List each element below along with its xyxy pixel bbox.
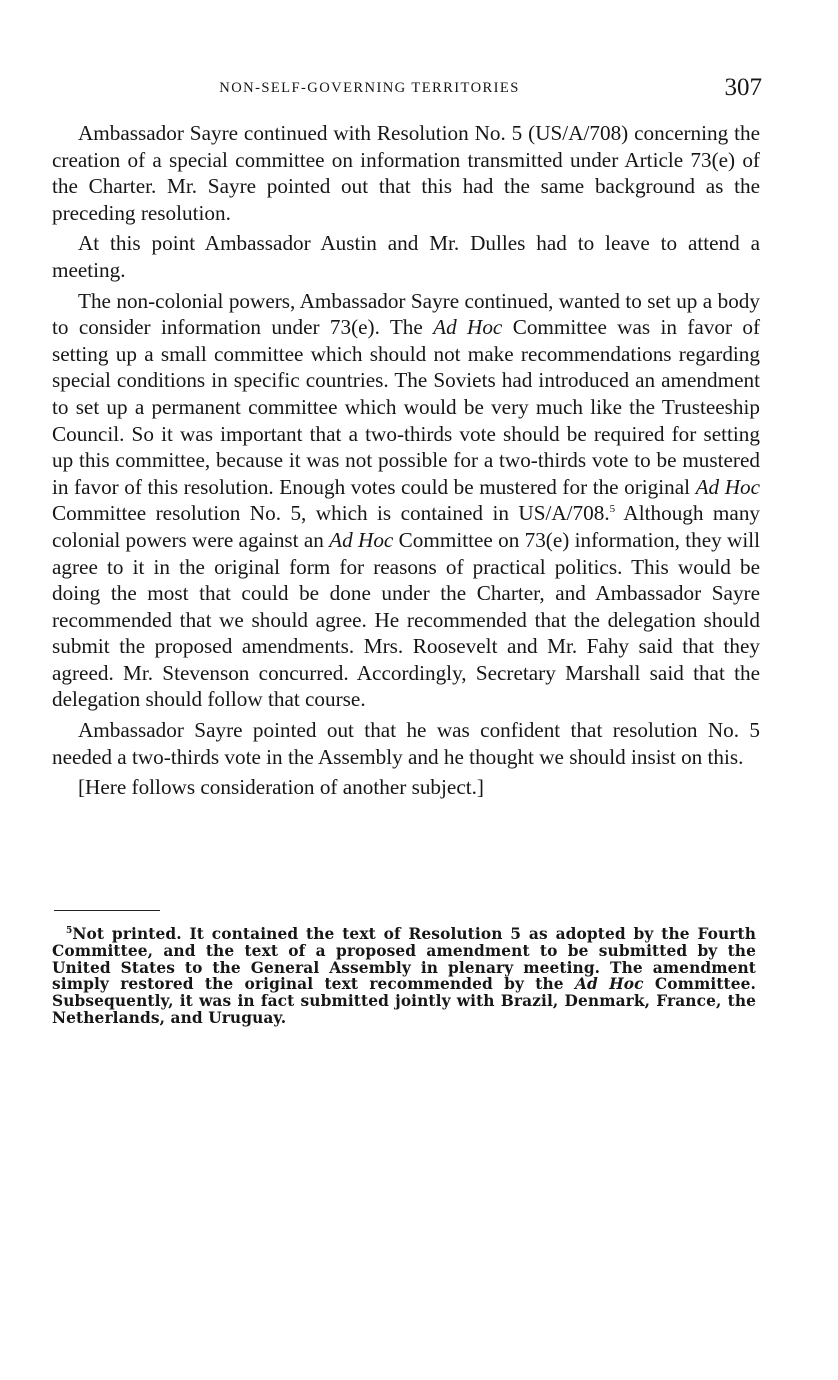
footnote-marker: 5 xyxy=(66,926,73,936)
paragraph-4: Ambassador Sayre pointed out that he was confident that resolution No. 5 needed a two-thirds vote in the Assembly and he thought we should insist on this. xyxy=(52,718,760,769)
paragraph-3 xyxy=(52,288,760,714)
paragraph-3-text-a: The non-colonial powers, Ambassador Sayre continued, wanted to set up a body to consider information under 73(e). The xyxy=(52,288,760,340)
paragraph-1: Ambassador Sayre continued with Resolution No. 5 (US/A/708) concerning the creation of a special committee on information transmitted under Article 73(e) of the Charter. Mr. Sayre pointed out that this had the same background as the preceding resolution. xyxy=(52,121,760,225)
running-title: NON-SELF-GOVERNING TERRITORIES xyxy=(219,80,520,96)
footnote-text xyxy=(52,926,756,1027)
paragraph-3-italic-3: Ad Hoc xyxy=(329,527,394,552)
footnote-reference[interactable]: 5 xyxy=(609,503,616,516)
footnote-italic: Ad Hoc xyxy=(574,975,644,994)
paragraph-3-text-d: Although many colonial powers were against an xyxy=(52,501,761,552)
paragraph-3-text-c: Committee resolution No. 5, which is contained in US/A/708. xyxy=(52,501,610,526)
footnote-text-b: Committee. Subsequently, it was in fact submitted jointly with Brazil, Denmark, France, the Netherlands, and Uruguay. xyxy=(52,975,756,1027)
body-text xyxy=(52,120,760,805)
page-number: 307 xyxy=(724,74,762,101)
paragraph-2: At this point Ambassador Austin and Mr. Dulles had to leave to attend a meeting. xyxy=(52,231,760,282)
paragraph-3-text-b: Committee was in favor of setting up a small committee which should not make recommendations regarding special conditions in specific countries. The Soviets had introduced an amendment to set up a permanent committee which would be very much like the Trusteeship Council. So it was important that a two-thirds vote should be required for setting up this committee, because it was not possible for a two-thirds vote to be mustered in favor of this resolution. Enough votes could be mustered for the original xyxy=(52,315,760,499)
paragraph-3-italic-2: Ad Hoc xyxy=(695,474,760,499)
paragraph-5: [Here follows consideration of another subject.] xyxy=(78,775,484,800)
running-header xyxy=(52,76,762,102)
paragraph-3-italic-1: Ad Hoc xyxy=(433,315,503,340)
paragraph-3-text-e: Committee on 73(e) information, they will agree to it in the original form for reasons of practical politics. This would be doing the most that could be done under the Charter, and Ambassador Sayre recommended that we should agree. He recommended that the delegation should submit the proposed amendments. Mrs. Roosevelt and Mr. Fahy said that they agreed. Mr. Stevenson concurred. Accordingly, Secretary Marshall said that the delegation should follow that course. xyxy=(52,527,760,712)
footnote-divider xyxy=(54,910,160,911)
footnote xyxy=(52,926,756,1027)
footnote-text-a: Not printed. It contained the text of Resolution 5 as adopted by the Fourth Committee, and the text of a proposed amendment to be submitted by the United States to the General Assembly in plenary meeting. The amendment simply restored the original text recommended by the xyxy=(52,925,756,994)
